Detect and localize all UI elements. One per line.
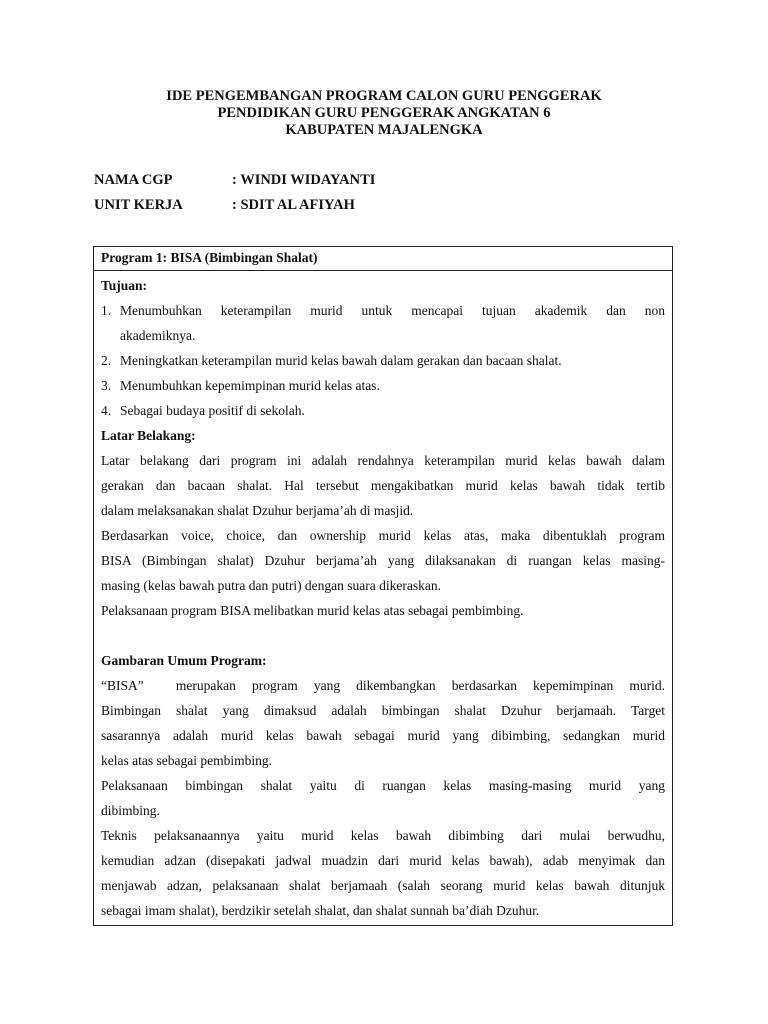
program-title: Program 1: BISA (Bimbingan Shalat) xyxy=(94,247,672,271)
list-item: 1. Menumbuhkan keterampilan murid untuk mencapai tujuan akademik dan non akademiknya. xyxy=(101,303,665,343)
unit-value: : SDIT AL AFIYAH xyxy=(232,197,355,213)
blank-line xyxy=(101,623,665,648)
title-line-2: PENDIDIKAN GURU PENGGERAK ANGKATAN 6 xyxy=(217,105,551,121)
program-body xyxy=(94,271,672,923)
document-title xyxy=(0,88,768,139)
nama-value: : WINDI WIDAYANTI xyxy=(232,172,376,188)
list-item: 4. Sebagai budaya positif di sekolah. xyxy=(101,403,305,418)
gambaran-paragraph-3: Teknis pelaksanaannya yaitu murid kelas bawah dibimbing dari mulai berwudhu, kemudian adzan (disepakati jadwal muadzin dari murid kelas bawah), adab menyimak dan menjawab adzan, pelaksanaan shalat berjamaah (salah seorang murid kelas bawah ditunjuk sebagai imam shalat), berdzikir setelah shalat, dan shalat sunnah ba’diah Dzuhur. xyxy=(101,828,665,918)
program-box xyxy=(93,246,673,926)
latar-paragraph-3: Pelaksanaan program BISA melibatkan murid kelas atas sebagai pembimbing. xyxy=(101,603,524,618)
tujuan-heading: Tujuan: xyxy=(101,278,148,293)
list-item: 2. Meningkatkan keterampilan murid kelas bawah dalam gerakan dan bacaan shalat. xyxy=(101,353,562,368)
gambaran-heading: Gambaran Umum Program: xyxy=(101,653,267,668)
latar-paragraph-1: Latar belakang dari program ini adalah rendahnya keterampilan murid kelas bawah dalam gerakan dan bacaan shalat. Hal tersebut mengakibatkan murid kelas bawah tidak tertib dalam melaksanakan shalat Dzuhur berjama’ah di masjid. xyxy=(101,453,665,518)
latar-paragraph-2: Berdasarkan voice, choice, dan ownership murid kelas atas, maka dibentuklah program BISA (Bimbingan shalat) Dzuhur berjama’ah yang dilaksanakan di ruangan kelas masing- masing (kelas bawah putra dan putri) dengan suara dikeraskan. xyxy=(101,528,665,593)
latar-heading: Latar Belakang: xyxy=(101,428,196,443)
unit-label: UNIT KERJA xyxy=(94,197,183,213)
tujuan-list xyxy=(101,298,665,423)
gambaran-paragraph-2: Pelaksanaan bimbingan shalat yaitu di ruangan kelas masing-masing murid yang dibimbing. xyxy=(101,778,665,818)
nama-label: NAMA CGP xyxy=(94,172,173,188)
gambaran-paragraph-1: “BISA” merupakan program yang dikembangkan berdasarkan kepemimpinan murid. Bimbingan shalat yang dimaksud adalah bimbingan shalat Dzuhur berjamaah. Target sasarannya adalah murid kelas bawah sebagai murid yang dibimbing, sedangkan murid kelas atas sebagai pembimbing. xyxy=(101,678,665,768)
title-line-3: KABUPATEN MAJALENGKA xyxy=(285,122,483,138)
list-item: 3. Menumbuhkan kepemimpinan murid kelas atas. xyxy=(101,378,380,393)
title-line-1: IDE PENGEMBANGAN PROGRAM CALON GURU PENGGERAK xyxy=(166,88,602,104)
